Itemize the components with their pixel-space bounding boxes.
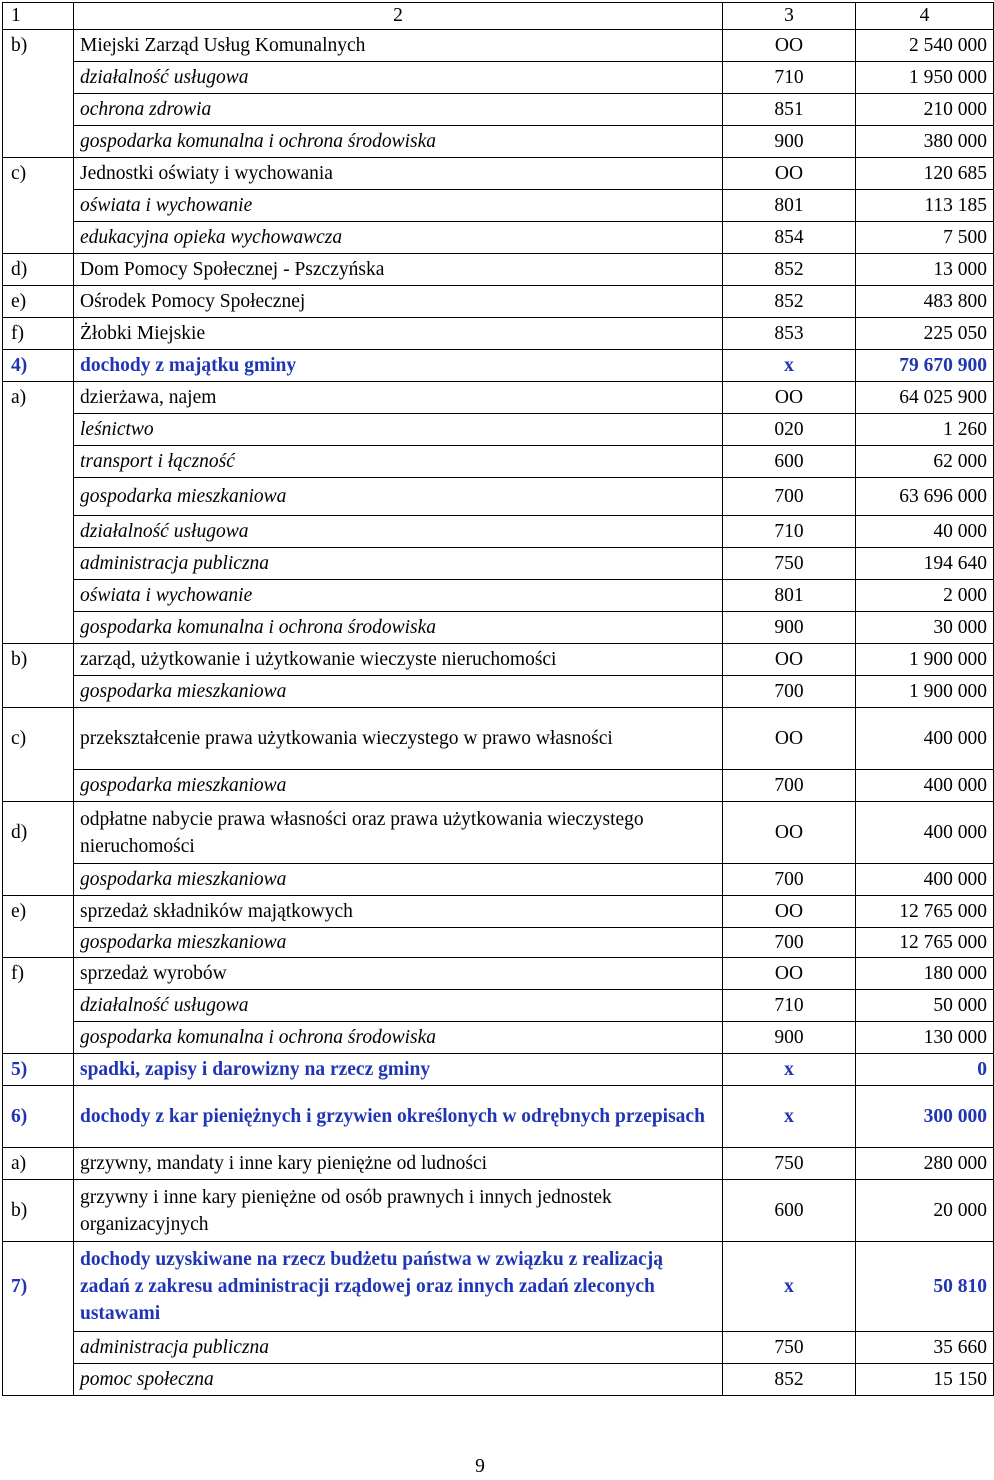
header-col-4: 4	[856, 3, 994, 30]
row-amount: 380 000	[856, 126, 994, 158]
row-label	[3, 222, 74, 254]
row-code: 852	[723, 254, 856, 286]
row-amount: 300 000	[856, 1086, 994, 1148]
row-amount: 1 900 000	[856, 644, 994, 676]
table-row	[3, 896, 994, 928]
row-amount: 15 150	[856, 1364, 994, 1396]
table-row	[3, 990, 994, 1022]
row-name: działalność usługowa	[74, 516, 723, 548]
table-row	[3, 62, 994, 94]
row-name: spadki, zapisy i darowizny na rzecz gminy	[74, 1054, 723, 1086]
table-row	[3, 1242, 994, 1332]
row-label: c)	[3, 708, 74, 770]
row-code: 710	[723, 990, 856, 1022]
row-amount: 400 000	[856, 770, 994, 802]
table-row	[3, 446, 994, 478]
table-row	[3, 158, 994, 190]
row-code: OO	[723, 158, 856, 190]
row-label: 7)	[3, 1242, 74, 1332]
row-label	[3, 1332, 74, 1364]
row-name: gospodarka mieszkaniowa	[74, 676, 723, 708]
row-name: gospodarka komunalna i ochrona środowiska	[74, 1022, 723, 1054]
row-name: administracja publiczna	[74, 1332, 723, 1364]
row-name: Żłobki Miejskie	[74, 318, 723, 350]
row-code: OO	[723, 802, 856, 864]
row-label: 4)	[3, 350, 74, 382]
row-label	[3, 478, 74, 516]
row-label	[3, 770, 74, 802]
row-label	[3, 864, 74, 896]
row-code: OO	[723, 896, 856, 928]
row-code: 851	[723, 94, 856, 126]
row-code: 852	[723, 1364, 856, 1396]
row-name: gospodarka mieszkaniowa	[74, 478, 723, 516]
row-name: gospodarka mieszkaniowa	[74, 770, 723, 802]
row-label	[3, 1364, 74, 1396]
row-name: sprzedaż składników majątkowych	[74, 896, 723, 928]
row-amount: 130 000	[856, 1022, 994, 1054]
row-label	[3, 446, 74, 478]
row-amount: 400 000	[856, 864, 994, 896]
row-amount: 400 000	[856, 708, 994, 770]
row-code: 600	[723, 1180, 856, 1242]
row-code: 750	[723, 1148, 856, 1180]
row-amount: 12 765 000	[856, 928, 994, 958]
row-name: dochody z majątku gminy	[74, 350, 723, 382]
table-row	[3, 254, 994, 286]
row-amount: 180 000	[856, 958, 994, 990]
row-amount: 1 900 000	[856, 676, 994, 708]
row-name: odpłatne nabycie prawa własności oraz prawa użytkowania wieczystego nieruchomości	[74, 802, 723, 864]
row-label: d)	[3, 254, 74, 286]
row-amount: 64 025 900	[856, 382, 994, 414]
row-name: transport i łączność	[74, 446, 723, 478]
row-label	[3, 1022, 74, 1054]
row-name: Jednostki oświaty i wychowania	[74, 158, 723, 190]
row-amount: 50 810	[856, 1242, 994, 1332]
table-row	[3, 580, 994, 612]
row-amount: 40 000	[856, 516, 994, 548]
row-amount: 2 540 000	[856, 30, 994, 62]
row-label	[3, 990, 74, 1022]
row-code: 853	[723, 318, 856, 350]
row-name: dochody z kar pieniężnych i grzywien określonych w odrębnych przepisach	[74, 1086, 723, 1148]
row-code: 750	[723, 548, 856, 580]
row-name: gospodarka mieszkaniowa	[74, 864, 723, 896]
row-code: 600	[723, 446, 856, 478]
row-label: e)	[3, 286, 74, 318]
header-row	[3, 3, 994, 30]
row-name: gospodarka mieszkaniowa	[74, 928, 723, 958]
table-row	[3, 1364, 994, 1396]
row-code: 710	[723, 62, 856, 94]
row-label: a)	[3, 382, 74, 414]
row-name: zarząd, użytkowanie i użytkowanie wieczyste nieruchomości	[74, 644, 723, 676]
row-amount: 35 660	[856, 1332, 994, 1364]
header-col-1: 1	[3, 3, 74, 30]
table-row	[3, 1180, 994, 1242]
row-code: 020	[723, 414, 856, 446]
row-label: 6)	[3, 1086, 74, 1148]
row-label	[3, 580, 74, 612]
row-label	[3, 94, 74, 126]
row-name: administracja publiczna	[74, 548, 723, 580]
table-row	[3, 382, 994, 414]
row-code: OO	[723, 382, 856, 414]
row-code: 900	[723, 1022, 856, 1054]
table-row	[3, 414, 994, 446]
page-number: 9	[475, 1456, 485, 1477]
row-code: 801	[723, 190, 856, 222]
row-label	[3, 516, 74, 548]
row-label: a)	[3, 1148, 74, 1180]
row-name: dochody uzyskiwane na rzecz budżetu państwa w związku z realizacją zadań z zakresu administracji rządowej oraz innych zadań zleconych ustawami	[74, 1242, 723, 1332]
row-label	[3, 676, 74, 708]
row-name: Dom Pomocy Społecznej - Pszczyńska	[74, 254, 723, 286]
row-label: f)	[3, 958, 74, 990]
row-amount: 79 670 900	[856, 350, 994, 382]
table-row	[3, 94, 994, 126]
row-name: gospodarka komunalna i ochrona środowiska	[74, 126, 723, 158]
row-name: Miejski Zarząd Usług Komunalnych	[74, 30, 723, 62]
table-row	[3, 864, 994, 896]
row-code: 710	[723, 516, 856, 548]
row-amount: 2 000	[856, 580, 994, 612]
row-amount: 0	[856, 1054, 994, 1086]
row-name: działalność usługowa	[74, 990, 723, 1022]
row-name: dzierżawa, najem	[74, 382, 723, 414]
table-row	[3, 1054, 994, 1086]
row-amount: 12 765 000	[856, 896, 994, 928]
row-amount: 225 050	[856, 318, 994, 350]
row-label: f)	[3, 318, 74, 350]
table-row	[3, 958, 994, 990]
row-code: OO	[723, 30, 856, 62]
row-code: 852	[723, 286, 856, 318]
row-code: OO	[723, 958, 856, 990]
row-amount: 280 000	[856, 1148, 994, 1180]
table-row	[3, 350, 994, 382]
table-row	[3, 1332, 994, 1364]
table-row	[3, 478, 994, 516]
row-amount: 62 000	[856, 446, 994, 478]
row-name: pomoc społeczna	[74, 1364, 723, 1396]
row-amount: 13 000	[856, 254, 994, 286]
table-row	[3, 802, 994, 864]
row-code: 854	[723, 222, 856, 254]
row-name: grzywny i inne kary pieniężne od osób prawnych i innych jednostek organizacyjnych	[74, 1180, 723, 1242]
row-code: 700	[723, 770, 856, 802]
table-row	[3, 222, 994, 254]
row-code: 700	[723, 864, 856, 896]
row-label	[3, 612, 74, 644]
table-row	[3, 1022, 994, 1054]
row-code: 900	[723, 612, 856, 644]
table-row	[3, 516, 994, 548]
row-code: x	[723, 1242, 856, 1332]
row-label	[3, 414, 74, 446]
table-row	[3, 286, 994, 318]
row-name: edukacyjna opieka wychowawcza	[74, 222, 723, 254]
row-name: sprzedaż wyrobów	[74, 958, 723, 990]
row-label	[3, 126, 74, 158]
table-row	[3, 1086, 994, 1148]
row-amount: 63 696 000	[856, 478, 994, 516]
table-row	[3, 126, 994, 158]
table-row	[3, 708, 994, 770]
row-amount: 1 260	[856, 414, 994, 446]
row-name: ochrona zdrowia	[74, 94, 723, 126]
table-row	[3, 548, 994, 580]
row-code: 750	[723, 1332, 856, 1364]
row-amount: 7 500	[856, 222, 994, 254]
table-row	[3, 190, 994, 222]
row-label: b)	[3, 644, 74, 676]
row-code: 700	[723, 676, 856, 708]
row-label: d)	[3, 802, 74, 864]
table-row	[3, 612, 994, 644]
header-col-2: 2	[74, 3, 723, 30]
row-label	[3, 548, 74, 580]
row-name: przekształcenie prawa użytkowania wieczystego w prawo własności	[74, 708, 723, 770]
row-name: Ośrodek Pomocy Społecznej	[74, 286, 723, 318]
row-amount: 30 000	[856, 612, 994, 644]
row-label	[3, 190, 74, 222]
budget-table	[2, 2, 994, 1396]
row-amount: 20 000	[856, 1180, 994, 1242]
row-code: 700	[723, 928, 856, 958]
table-row	[3, 644, 994, 676]
header-col-3: 3	[723, 3, 856, 30]
row-label: 5)	[3, 1054, 74, 1086]
row-code: x	[723, 1086, 856, 1148]
row-amount: 1 950 000	[856, 62, 994, 94]
table-row	[3, 770, 994, 802]
row-label: b)	[3, 30, 74, 62]
row-label: e)	[3, 896, 74, 928]
row-label: c)	[3, 158, 74, 190]
row-name: gospodarka komunalna i ochrona środowiska	[74, 612, 723, 644]
row-code: 900	[723, 126, 856, 158]
row-amount: 400 000	[856, 802, 994, 864]
row-name: grzywny, mandaty i inne kary pieniężne od ludności	[74, 1148, 723, 1180]
row-code: x	[723, 350, 856, 382]
table-row	[3, 30, 994, 62]
row-amount: 120 685	[856, 158, 994, 190]
table-row	[3, 928, 994, 958]
row-label	[3, 62, 74, 94]
row-name: oświata i wychowanie	[74, 190, 723, 222]
row-name: oświata i wychowanie	[74, 580, 723, 612]
row-amount: 194 640	[856, 548, 994, 580]
row-label: b)	[3, 1180, 74, 1242]
row-code: x	[723, 1054, 856, 1086]
row-label	[3, 928, 74, 958]
row-code: OO	[723, 644, 856, 676]
row-code: 700	[723, 478, 856, 516]
table-row	[3, 1148, 994, 1180]
row-amount: 483 800	[856, 286, 994, 318]
row-name: działalność usługowa	[74, 62, 723, 94]
table-row	[3, 676, 994, 708]
row-name: leśnictwo	[74, 414, 723, 446]
row-code: OO	[723, 708, 856, 770]
row-amount: 50 000	[856, 990, 994, 1022]
row-amount: 113 185	[856, 190, 994, 222]
row-code: 801	[723, 580, 856, 612]
table-row	[3, 318, 994, 350]
row-amount: 210 000	[856, 94, 994, 126]
